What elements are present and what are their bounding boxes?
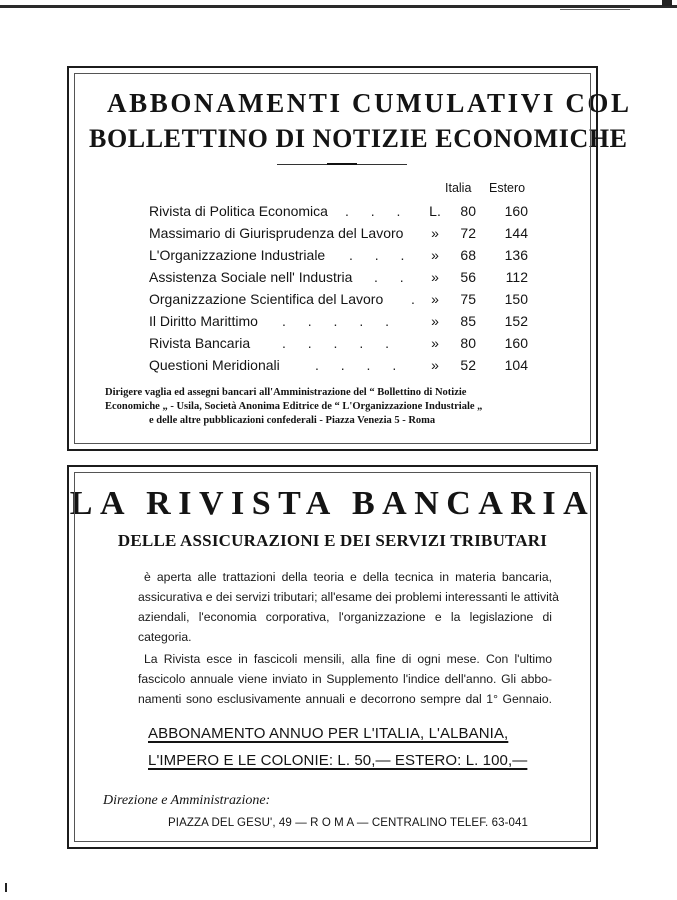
rivista-bancaria-box [67,465,598,849]
edge-mark [5,883,7,892]
publication-name: Massimario di Giurisprudenza del Lavoro [149,225,404,241]
paragraph-line: namenti sono esclusivamente annuali e decorrono sempre dal 1° Gennaio. [138,692,552,706]
price-estero: 150 [504,291,528,307]
description-paragraph [138,649,552,709]
price-estero: 152 [504,313,528,329]
price-estero: 160 [504,335,528,351]
price-row [149,203,529,225]
address-line: PIAZZA DEL GESU', 49 — R O M A — CENTRALINO TELEF. 63-041 [168,817,529,829]
currency-mark: L. [429,203,441,219]
top-rule-faint [560,9,630,10]
column-header-estero: Estero [489,181,526,195]
leader-dots: . . . . [315,357,406,373]
currency-mark: » [431,357,439,373]
paragraph-line: aziendali, l'economia corporativa, l'organizzazione e la legislazione di [138,610,552,624]
paragraph-line: La Rivista esce in fascicoli mensili, alla fine di ogni mese. Con l'ultimo [144,652,552,666]
leader-dots: . [411,291,424,307]
price-row [149,313,529,335]
currency-mark: » [431,335,439,351]
corner-mark [662,0,672,6]
publication-name: Assistenza Sociale nell' Industria [149,269,353,285]
ornament-rule-right [357,164,407,165]
price-italia: 56 [460,269,476,285]
leader-dots: . . [374,269,413,285]
price-row [149,335,529,357]
publication-name: Organizzazione Scientifica del Lavoro [149,291,384,307]
price-row [149,269,529,291]
subscription-line2: L'IMPERO E LE COLONIE: L. 50,— ESTERO: L. 100,— [148,752,528,769]
publication-name: Rivista Bancaria [149,335,251,351]
publication-name: Rivista di Politica Economica [149,203,328,219]
box1-title-line2: BOLLETTINO DI NOTIZIE ECONOMICHE [89,124,628,153]
leader-dots: . . . [345,203,410,219]
column-header-italia: Italia [445,181,472,195]
top-rule [0,5,677,8]
price-italia: 75 [460,291,476,307]
currency-mark: » [431,313,439,329]
price-estero: 112 [505,269,528,285]
box1-title-line1: ABBONAMENTI CUMULATIVI COL [107,88,632,118]
price-row [149,225,529,247]
paragraph-line: assicurativa e dei servizi tributari; all'esame dei problemi interessanti le attività [138,590,559,604]
price-row [149,357,529,379]
currency-mark: » [431,247,439,263]
notice-line3: e delle altre pubblicazioni confederali - Piazza Venezia 5 - Roma [149,415,436,426]
paragraph-line: categoria. [138,630,192,644]
publication-name: Questioni Meridionali [149,357,280,373]
paragraph-line: è aperta alle trattazioni della teoria e della tecnica in materia bancaria, [144,570,552,584]
leader-dots: . . . . . [282,335,399,351]
notice-line2: Economiche „ - Usila, Società Anonima Editrice de “ L'Organizzazione Industriale „ [105,401,483,412]
price-estero: 160 [504,203,528,219]
description-paragraph [138,567,559,647]
cumulative-subscriptions-box [67,66,632,451]
leader-dots: . . . . . [282,313,399,329]
paragraph-line: fascicolo annuale viene inviato in Supplemento l'indice dell'anno. Gli abbo- [138,672,552,686]
price-italia: 68 [460,247,476,263]
direzione-label: Direzione e Amministrazione: [103,793,271,808]
price-italia: 52 [460,357,476,373]
price-estero: 144 [504,225,528,241]
box2-title-line1: LA RIVISTA BANCARIA [69,485,596,522]
price-estero: 104 [504,357,528,373]
currency-mark: » [431,291,439,307]
subscription-line1: ABBONAMENTO ANNUO PER L'ITALIA, L'ALBANIA, [148,725,509,742]
price-italia: 72 [460,225,476,241]
price-italia: 85 [460,313,476,329]
notice-line1: Dirigere vaglia ed assegni bancari all'Amministrazione del “ Bollettino di Notizie [105,387,467,398]
leader-dots: . . . [349,247,414,263]
box2-title-line2: DELLE ASSICURAZIONI E DEI SERVIZI TRIBUTARI [117,531,548,550]
price-italia: 80 [460,335,476,351]
price-row [149,247,529,269]
price-estero: 136 [504,247,528,263]
currency-mark: » [431,269,439,285]
publication-name: Il Diritto Marittimo [149,313,258,329]
ornament-rule-center [327,163,357,165]
ornament-rule-left [277,164,327,165]
price-row [149,291,529,313]
currency-mark: » [431,225,439,241]
publication-name: L'Organizzazione Industriale [149,247,326,263]
price-italia: 80 [460,203,476,219]
